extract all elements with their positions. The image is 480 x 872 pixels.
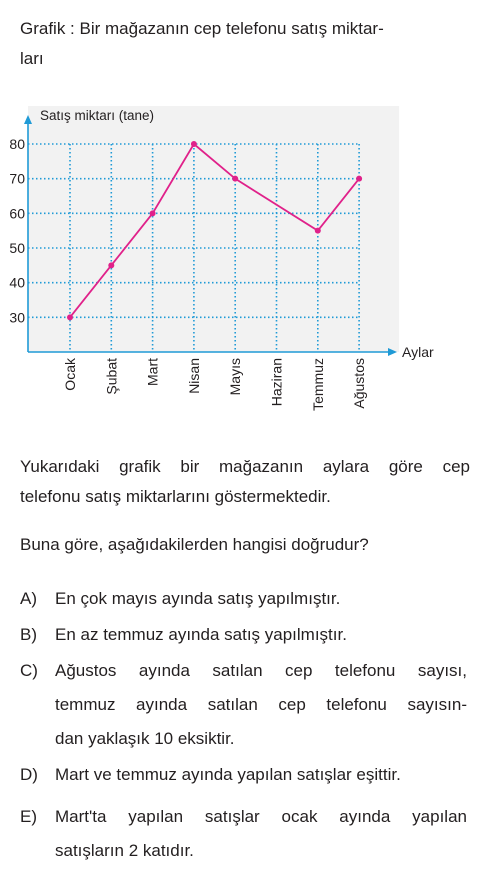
data-point xyxy=(356,176,362,182)
line-chart xyxy=(0,100,480,420)
x-tick-label: Ocak xyxy=(62,358,78,391)
title-line-2: ları xyxy=(20,49,44,68)
x-tick-label: Ağustos xyxy=(351,358,368,409)
data-point xyxy=(232,176,238,182)
x-tick-label: Mart xyxy=(144,358,161,386)
y-tick-label: 30 xyxy=(9,309,25,326)
data-point xyxy=(150,210,156,216)
option-text-line: Mart'ta yapılan satışlar ocak ayında yapılan xyxy=(55,807,467,826)
y-tick-label: 70 xyxy=(9,170,25,187)
paragraph-line-2: telefonu satış miktarlarını göstermektedir. xyxy=(20,487,331,506)
x-axis-label: Aylar xyxy=(402,344,434,360)
x-tick-label: Temmuz xyxy=(309,358,326,411)
y-tick-label: 50 xyxy=(9,240,25,256)
option-text-line: En az temmuz ayında satış yapılmıştır. xyxy=(55,625,347,644)
y-tick-label: 60 xyxy=(9,205,25,222)
y-tick-label: 80 xyxy=(9,136,25,152)
option-letter: E) xyxy=(20,807,37,826)
x-tick-label: Haziran xyxy=(268,358,285,407)
question-title xyxy=(20,14,470,74)
question-prompt: Buna göre, aşağıdakilerden hangisi doğrudur? xyxy=(20,535,369,554)
y-tick-label: 40 xyxy=(9,274,25,291)
option-text-line: Mart ve temmuz ayında yapılan satışlar eşittir. xyxy=(55,765,401,784)
option-text-line: En çok mayıs ayında satış yapılmıştır. xyxy=(55,589,341,608)
option-letter: D) xyxy=(20,765,38,784)
paragraph-line-1: Yukarıdaki grafik bir mağazanın aylara göre cep xyxy=(20,457,470,476)
data-point xyxy=(315,228,321,234)
option-letter: C) xyxy=(20,661,38,680)
data-point xyxy=(191,141,197,147)
x-tick-labels xyxy=(62,357,367,411)
x-tick-label: Mayıs xyxy=(227,358,244,396)
option-text-line: dan yaklaşık 10 eksiktir. xyxy=(55,729,235,748)
y-tick-labels xyxy=(9,136,25,325)
option-text-line: Ağustos ayında satılan cep telefonu sayısı, xyxy=(55,661,467,680)
option-text-line: temmuz ayında satılan cep telefonu sayısın- xyxy=(55,695,467,714)
x-tick-label: Şubat xyxy=(103,358,120,395)
option-letter: A) xyxy=(20,589,37,608)
option-letter: B) xyxy=(20,625,37,644)
data-point xyxy=(67,314,73,320)
plot-background xyxy=(28,106,399,352)
option-text-line: satışların 2 katıdır. xyxy=(55,841,194,860)
y-axis-label: Satış miktarı (tane) xyxy=(40,108,155,123)
question-paragraph xyxy=(20,452,470,512)
title-line-1: Grafik : Bir mağazanın cep telefonu satış miktar- xyxy=(20,19,384,38)
data-point xyxy=(108,262,114,268)
x-tick-label: Nisan xyxy=(185,358,202,394)
